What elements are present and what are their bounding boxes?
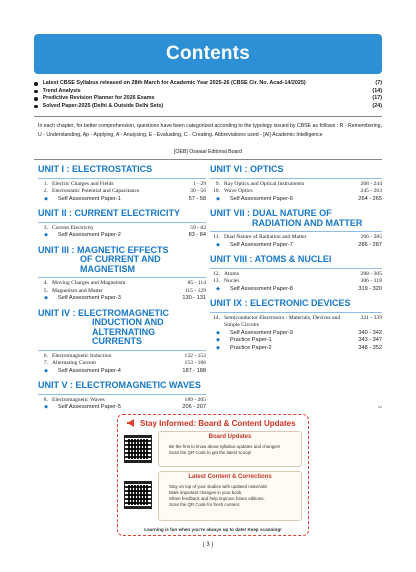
- unit-heading: [210, 255, 382, 265]
- chapter-number: 5.: [43, 287, 48, 294]
- latest-content-title: Latest Content & Corrections: [188, 474, 272, 480]
- assessment-row[interactable]: [210, 286, 382, 294]
- chapter-title: Electrostatic Potential and Capacitance: [52, 188, 140, 194]
- latest-line: Mark important changes in your book.: [169, 490, 243, 495]
- chapter-number: 10.: [213, 188, 220, 194]
- unit-heading: [210, 209, 382, 228]
- page-range: 57 - 58: [188, 195, 206, 202]
- page-range: 115 - 129: [184, 287, 206, 294]
- chapter-row[interactable]: [38, 181, 206, 189]
- page-range: 187 - 188: [182, 367, 206, 374]
- page-range: 132 - 152: [184, 352, 206, 359]
- chapter-number: ◆: [216, 337, 220, 343]
- chapter-number: 3.: [43, 224, 48, 231]
- unit-heading-line: OF CURRENT AND MAGNETISM: [80, 254, 161, 274]
- assessment-row[interactable]: [38, 196, 206, 204]
- page-range: 306 - 318: [360, 278, 382, 284]
- chapter-row[interactable]: [38, 188, 206, 196]
- page-range: 245 - 263: [360, 188, 382, 194]
- list-item[interactable]: Latest CBSE Syllabus released on 28th March for Academic Year 2025-26 (CBSE Cir. No. Acad-14/2025) (7): [34, 80, 382, 88]
- divider: [34, 116, 382, 117]
- stay-header: [126, 418, 302, 428]
- page-range: 59 - 82: [190, 224, 206, 231]
- chapter-number: ◆: [216, 329, 220, 336]
- page-range: 266 - 285: [360, 234, 382, 240]
- latest-line: Scan the QR Code for fresh content.: [169, 502, 241, 507]
- list-item[interactable]: Trend Analysis (14): [34, 88, 382, 96]
- page-range: 288 - 305: [360, 270, 382, 277]
- qr-code-content[interactable]: [124, 481, 152, 509]
- page-range: 264 - 265: [358, 195, 382, 202]
- unit-heading-line: UNIT V : ELECTROMAGNETIC WAVES: [38, 380, 201, 390]
- unit-divider: [210, 231, 382, 232]
- unit-divider: [210, 178, 382, 179]
- page-number: ( 3 ): [202, 542, 214, 548]
- page-range: 1 - 29: [192, 180, 206, 187]
- unit-heading-line: UNIT IV : ELECTROMAGNETIC: [38, 307, 169, 318]
- chapter-row[interactable]: [210, 181, 382, 189]
- chapter-title: Self Assessment Paper-7: [230, 241, 293, 248]
- divider: [34, 159, 382, 160]
- chapter-number: ◆: [44, 195, 48, 202]
- chapter-title: Semiconductor Electronics : Materials, Devices and Simple Circuits: [224, 314, 341, 328]
- list-item[interactable]: Solved Paper-2025 (Delhi & Outside Delhi Sets) (24): [34, 103, 382, 111]
- stay-informed-box: [117, 414, 309, 536]
- chapter-title: Electromagnetic Waves: [52, 396, 105, 403]
- chapter-number: ◆: [216, 195, 220, 202]
- assessment-row[interactable]: [38, 232, 206, 240]
- chapter-title: Dual Nature of Radiation and Matter: [224, 234, 307, 240]
- editorial-sign: [OEB] Oswaal Editorial Board: [173, 149, 243, 155]
- unit-heading-line: UNIT III : MAGNETIC EFFECTS: [38, 244, 169, 255]
- page-range: 343 - 347: [358, 337, 382, 343]
- chapter-number: ◆: [44, 295, 48, 301]
- page-range: 208 - 244: [360, 180, 382, 187]
- chapter-number: 7.: [43, 360, 48, 366]
- chapter-number: 13.: [213, 278, 220, 284]
- page-range: 321 - 339: [360, 314, 382, 321]
- chapter-title: Self Assessment Paper-4: [58, 367, 121, 374]
- chapter-number: ◆: [216, 241, 220, 248]
- page-range: 348 - 352: [358, 344, 382, 351]
- chapter-title: Nuclei: [224, 278, 239, 284]
- front-matter-list: [34, 80, 382, 110]
- chapter-number: ◆: [44, 404, 48, 410]
- contents-banner: [34, 34, 382, 74]
- unit-divider: [38, 178, 206, 179]
- page-range: 130 - 131: [182, 295, 206, 301]
- qr-code-board[interactable]: [124, 435, 152, 463]
- chapter-title: Self Assessment Paper-5: [58, 404, 121, 410]
- chapter-number: ◆: [44, 367, 48, 374]
- unit-heading: [38, 309, 206, 347]
- chapter-title: Wave Optics: [224, 188, 253, 194]
- chapter-number: 1.: [43, 180, 48, 187]
- chapter-title: Electromagnetic Induction: [52, 352, 112, 359]
- chapter-row[interactable]: [210, 234, 382, 242]
- assessment-row[interactable]: [38, 368, 206, 376]
- chapter-title: Self Assessment Paper-1: [58, 195, 121, 202]
- chapter-number: 14.: [213, 314, 220, 321]
- unit-heading-line: UNIT IX : ELECTRONIC DEVICES: [210, 298, 351, 308]
- chapter-title: Atoms: [224, 270, 239, 277]
- chapter-title: Practice Paper-1: [230, 337, 272, 343]
- stay-title: Stay Informed: Board & Content Updates: [140, 418, 296, 428]
- assessment-row[interactable]: [210, 330, 382, 338]
- unit-divider: [210, 312, 382, 313]
- bullet-icon: [34, 82, 38, 86]
- chapter-title: Current Electricity: [52, 224, 94, 231]
- chapter-title: Moving Charges and Magnetism: [52, 280, 126, 286]
- chapter-number: 11.: [213, 234, 220, 240]
- chapter-title: Electric Charges and Fields: [52, 180, 114, 187]
- unit-divider: [38, 394, 206, 395]
- assessment-row[interactable]: [210, 196, 382, 204]
- chapter-number: 2.: [43, 188, 48, 194]
- unit-divider: [38, 277, 206, 278]
- page-range: 85 - 114: [187, 280, 206, 286]
- chapter-title: Practice Paper-2: [230, 344, 272, 351]
- chapter-row[interactable]: [38, 280, 206, 288]
- assessment-row[interactable]: [38, 404, 206, 412]
- list-item[interactable]: Predictive Revision Planner for 2026 Exams (17): [34, 95, 382, 103]
- page-range: 286 - 287: [358, 241, 382, 248]
- chapter-row[interactable]: [38, 360, 206, 368]
- board-updates-box: [158, 431, 302, 467]
- decorative-squares: ▫▫: [377, 405, 382, 411]
- chapter-row[interactable]: [210, 278, 382, 286]
- chapter-number: ◆: [216, 285, 220, 292]
- bullet-icon: [34, 105, 38, 109]
- chapter-row[interactable]: [210, 315, 382, 330]
- unit-heading: [210, 299, 382, 309]
- unit-heading-line: UNIT VI : OPTICS: [210, 164, 284, 174]
- chapter-title: Self Assessment Paper-8: [230, 285, 293, 292]
- bullet-icon: [34, 97, 38, 101]
- unit-heading: [38, 165, 206, 175]
- chapter-row[interactable]: [210, 271, 382, 279]
- megaphone-icon: [126, 418, 136, 428]
- chapter-title: Alternating Current: [52, 360, 96, 366]
- page-range: 83 - 84: [188, 232, 206, 238]
- chapter-title: Self Assessment Paper-2: [58, 232, 121, 238]
- chapter-number: ◆: [216, 344, 220, 351]
- chapter-number: 4.: [43, 280, 48, 286]
- chapter-number: 6.: [43, 352, 48, 359]
- chapter-row[interactable]: [38, 288, 206, 296]
- chapter-number: 12.: [213, 270, 220, 277]
- unit-heading: [210, 165, 382, 175]
- unit-heading: [38, 209, 206, 219]
- unit-heading: [38, 381, 206, 391]
- latest-content-box: [158, 471, 302, 521]
- chapter-title: Self Assessment Paper-6: [230, 195, 293, 202]
- chapter-row[interactable]: [38, 353, 206, 361]
- page-range: 189 - 205: [184, 396, 206, 403]
- latest-line: Stay on top of your studies with updated materials!: [169, 484, 268, 489]
- unit-heading-line: UNIT II : CURRENT ELECTRICITY: [38, 208, 180, 218]
- chapter-title: Self Assessment Paper-9: [230, 329, 293, 336]
- right-column: [210, 165, 382, 352]
- chapter-title: Self Assessment Paper-3: [58, 295, 121, 301]
- page-title: Contents: [166, 43, 250, 64]
- chapter-number: 9.: [215, 180, 220, 187]
- unit-heading: [38, 246, 206, 275]
- page-range: 206 - 207: [182, 404, 206, 410]
- chapter-row[interactable]: [210, 188, 382, 196]
- latest-line: Share feedback and help improve future editions.: [169, 496, 265, 501]
- left-column: [38, 165, 206, 412]
- page-range: 153 - 186: [184, 360, 206, 366]
- unit-divider: [38, 222, 206, 223]
- unit-divider: [210, 268, 382, 269]
- unit-heading-line: UNIT I : ELECTROSTATICS: [38, 164, 153, 174]
- chapter-row[interactable]: [38, 397, 206, 405]
- page-range: 30 - 56: [190, 188, 206, 194]
- bullet-icon: [34, 90, 38, 94]
- page-range: 319 - 320: [358, 285, 382, 292]
- board-line: Be the first to know about syllabus updates and changes!: [169, 444, 281, 449]
- intro-text: In each chapter, for better comprehension, questions have been categorized according to the typology issued by CBSE as follows : R - Remembering, U - Understanding, Ap - Applying, A - Analysing, E - Evaluating, C - Creating. Abbreviations used - [AI] Academic Intelligence: [38, 123, 383, 138]
- chapter-title: Ray Optics and Optical Instruments: [224, 180, 305, 187]
- board-line: Scan the QR Code to get the latest scoop!: [169, 450, 252, 455]
- unit-heading-line: INDUCTION AND ALTERNATING CURRENTS: [92, 317, 164, 346]
- unit-heading-line: RADIATION AND MATTER: [252, 217, 363, 228]
- unit-heading-line: UNIT VII : DUAL NATURE OF: [210, 208, 332, 218]
- assessment-row[interactable]: [210, 242, 382, 250]
- stay-footer: Learning is fun when you're always up to date! Keep scanning!: [144, 527, 282, 532]
- chapter-number: 8.: [43, 396, 48, 403]
- page-range: 340 - 342: [358, 329, 382, 336]
- assessment-row[interactable]: [210, 345, 382, 353]
- assessment-row[interactable]: [210, 337, 382, 345]
- assessment-row[interactable]: [38, 295, 206, 303]
- unit-heading-line: UNIT VIII : ATOMS & NUCLEI: [210, 254, 332, 264]
- unit-divider: [38, 350, 206, 351]
- chapter-title: Magnetism and Matter: [52, 287, 103, 294]
- board-updates-title: Board Updates: [208, 434, 252, 440]
- chapter-number: ◆: [44, 232, 48, 238]
- chapter-row[interactable]: [38, 225, 206, 233]
